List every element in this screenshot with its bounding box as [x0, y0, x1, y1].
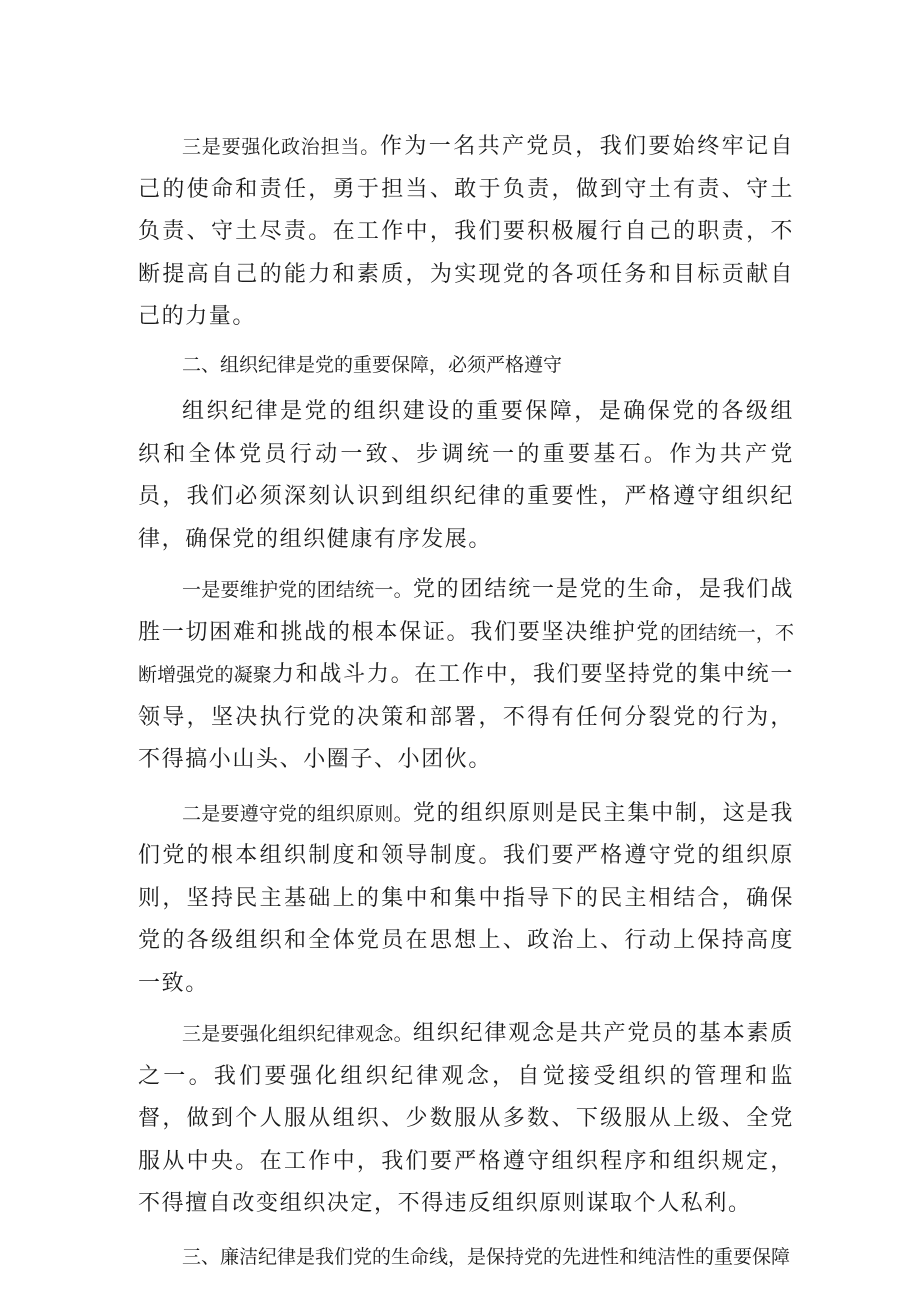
paragraph-body: 党的组织原则是民主集中制，这是我们党的根本组织制度和领导制度。我们要严格遵守党的组织原则，坚持民主基础上的集中和集中指导下的民主相结合，确保党的各级组织和全体党员在思想上、政治上、行动上保持高度一致。: [138, 800, 794, 996]
paragraph-party-unity: [138, 569, 794, 782]
paragraph-lead: 一是要维护党的团结统一。: [182, 579, 413, 601]
paragraph-organizational-discipline-intro: [138, 391, 794, 561]
paragraph-lead: 三是要强化政治担当。: [182, 136, 380, 158]
paragraph-discipline-awareness: [138, 1013, 794, 1226]
paragraph-organizational-principles: [138, 793, 794, 1006]
paragraph-body: 组织纪律是党的组织建设的重要保障，是确保党的各级组织和全体党员行动一致、步调统一的重要基石。作为共产党员，我们必须深刻认识到组织纪律的重要性，严格遵守组织纪律，确保党的组织健康有序发展。: [138, 399, 794, 552]
section-heading-integrity-discipline: 三、廉洁纪律是我们党的生命线，是保持党的先进性和纯洁性的重要保障: [182, 1245, 791, 1268]
paragraph-lead: 三是要强化组织纪律观念。: [182, 1023, 413, 1045]
paragraph-body: 党的团结统一是党的生命，是我们战胜一切困难和挑战的根本保证。我们要坚决维护党: [138, 577, 794, 645]
paragraph-body: 组织纪律观念是共产党员的基本素质之一。我们要强化组织纪律观念，自觉接受组织的管理和监督，做到个人服从组织、少数服从多数、下级服从上级、全党服从中央。在工作中，我们要严格遵守组织程序和组织规定，不得擅自改变组织决定，不得违反组织原则谋取个人私利。: [138, 1021, 794, 1216]
section-heading-organizational-discipline: 二、组织纪律是党的重要保障，必须严格遵守: [182, 353, 563, 376]
document-page: [138, 126, 794, 1278]
paragraph-political-responsibility: [138, 126, 794, 339]
paragraph-body: 力和战斗力。在工作中，我们要坚持党的集中统一领导，坚决执行党的决策和部署，不得有任何分裂党的行为，不得搞小山头、小圈子、小团伙。: [138, 662, 794, 772]
paragraph-lead: 二是要遵守党的组织原则。: [182, 802, 413, 825]
paragraph-body: 作为一名共产党员，我们要始终牢记自己的使命和责任，勇于担当、敢于负责，做到守土有责、守土负责、守土尽责。在工作中，我们要积极履行自己的职责，不断提高自己的能力和素质，为实现党的各项任务和目标贡献自己的力量。: [138, 134, 794, 329]
paragraph-body-sans: 的团结统一，不断增强党的凝聚: [138, 621, 794, 686]
